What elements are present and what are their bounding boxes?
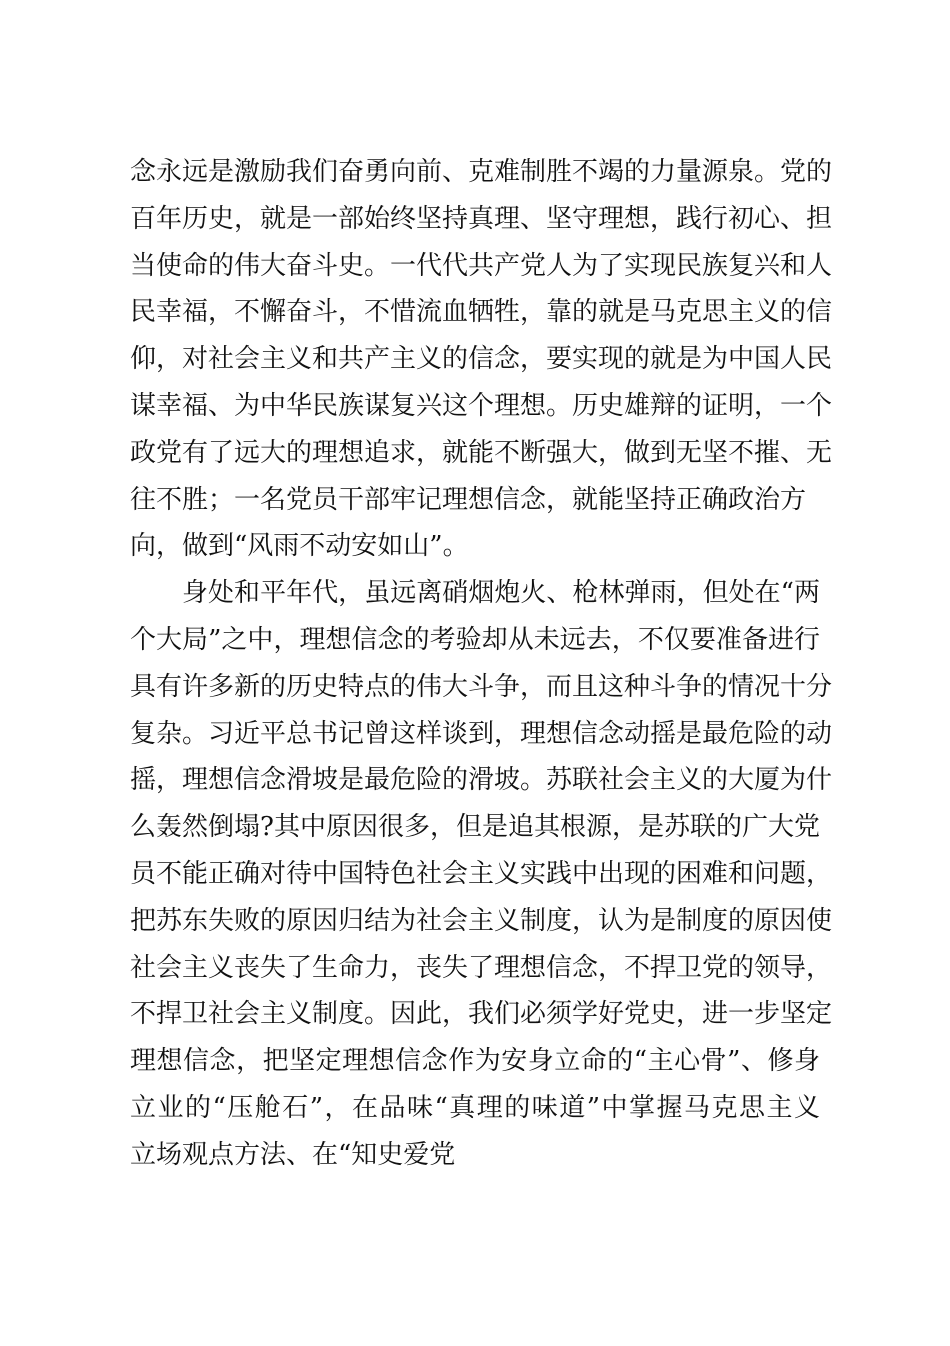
text-line: 社会主义丧失了生命力，丧失了理想信念，不捍卫党的领导， [130,952,833,983]
text-line: 政党有了远大的理想追求，就能不断强大，做到无坚不摧、无 [130,437,833,468]
text-line: 身处和平年代，虽远离硝烟炮火、枪林弹雨，但处在“两 [182,578,820,609]
text-line: 复杂。习近平总书记曾这样谈到，理想信念动摇是最危险的动 [130,718,833,749]
text-line: 具有许多新的历史特点的伟大斗争，而且这种斗争的情况十分 [130,671,833,702]
paragraph-2 [130,570,833,1178]
text-line: 员不能正确对待中国特色社会主义实践中出现的困难和问题， [130,858,833,889]
text-line: 向，做到“风雨不动安如山”。 [130,531,469,562]
text-line: 摇，理想信念滑坡是最危险的滑坡。苏联社会主义的大厦为什 [130,765,833,796]
text-line: 民幸福，不懈奋斗，不惜流血牺牲，靠的就是马克思主义的信 [130,297,833,328]
text-line: 立场观点方法、在“知史爱党 [130,1139,456,1170]
text-line: 念永远是激励我们奋勇向前、克难制胜不竭的力量源泉。党的 [130,157,833,187]
text-line: 立业的“压舱石”，在品味“真理的味道”中掌握马克思主义 [130,1092,820,1123]
text-line: 把苏东失败的原因归结为社会主义制度，认为是制度的原因使 [130,905,833,936]
text-line: 仰，对社会主义和共产主义的信念，要实现的就是为中国人民 [130,344,833,375]
text-line: 谋幸福、为中华民族谋复兴这个理想。历史雄辩的证明，一个 [130,390,833,421]
text-line: 百年历史，就是一部始终坚持真理、坚守理想，践行初心、担 [130,203,833,234]
text-line: 理想信念，把坚定理想信念作为安身立命的“主心骨”、修身 [130,1046,820,1077]
text-line: 当使命的伟大奋斗史。一代代共产党人为了实现民族复兴和人 [130,250,833,281]
text-line: 个大局”之中，理想信念的考验却从未远去，不仅要准备进行 [130,624,820,655]
text-line: 么轰然倒塌?其中原因很多，但是追其根源，是苏联的广大党 [130,812,820,843]
body-text [130,149,833,1179]
text-line: 往不胜；一名党员干部牢记理想信念，就能坚持正确政治方 [130,484,807,515]
paragraph-1 [130,149,833,570]
text-line: 不捍卫社会主义制度。因此，我们必须学好党史，进一步坚定 [130,999,833,1030]
